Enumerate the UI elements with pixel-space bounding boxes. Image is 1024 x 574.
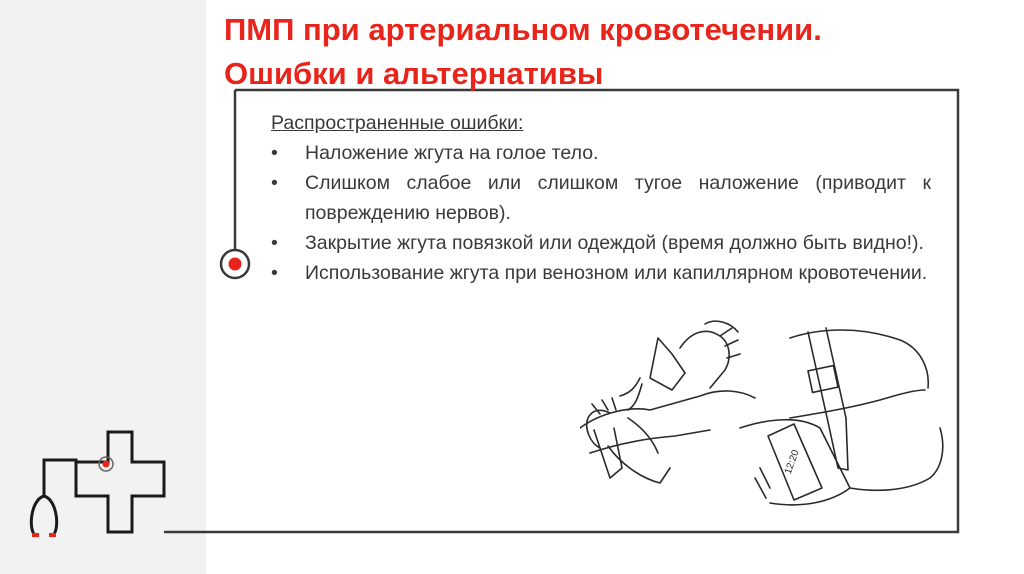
bullet-icon: • bbox=[271, 142, 278, 164]
tourniquet-illustration bbox=[580, 318, 950, 518]
list-item-text: Использование жгута при венозном или капиллярном кровотечении. bbox=[305, 262, 928, 284]
slide-title bbox=[224, 8, 1004, 96]
stethoscope-icon bbox=[31, 460, 76, 536]
cross-pin-icon bbox=[99, 457, 113, 471]
tourniquet-time-tag: 12:20 bbox=[782, 448, 802, 476]
list-item bbox=[271, 168, 931, 228]
bullet-icon: • bbox=[271, 262, 278, 284]
stethoscope-tip-right bbox=[49, 533, 56, 537]
hands-drawing bbox=[580, 321, 755, 483]
stethoscope-tip-left bbox=[32, 533, 39, 537]
list-item bbox=[271, 258, 931, 288]
list-item-text: Наложение жгута на голое тело. bbox=[305, 142, 599, 164]
list-item-text: Слишком слабое или слишком тугое наложение (приводит к повреждению нервов). bbox=[305, 172, 931, 224]
title-line-2: Ошибки и альтернативы bbox=[224, 56, 604, 91]
errors-list bbox=[271, 138, 931, 288]
list-item bbox=[271, 228, 931, 258]
bullet-icon: • bbox=[271, 232, 278, 254]
buckle-tourniquet-drawing bbox=[740, 328, 943, 505]
medical-cross-icon bbox=[76, 432, 164, 532]
list-item-text: Закрытие жгута повязкой или одеждой (время должно быть видно!). bbox=[305, 232, 924, 254]
errors-block bbox=[271, 108, 931, 288]
bullet-icon: • bbox=[271, 172, 278, 194]
errors-heading: Распространенные ошибки: bbox=[271, 112, 524, 134]
list-item bbox=[271, 138, 931, 168]
frame-pin-icon bbox=[221, 250, 249, 278]
title-line-1: ПМП при артериальном кровотечении. bbox=[224, 12, 822, 47]
